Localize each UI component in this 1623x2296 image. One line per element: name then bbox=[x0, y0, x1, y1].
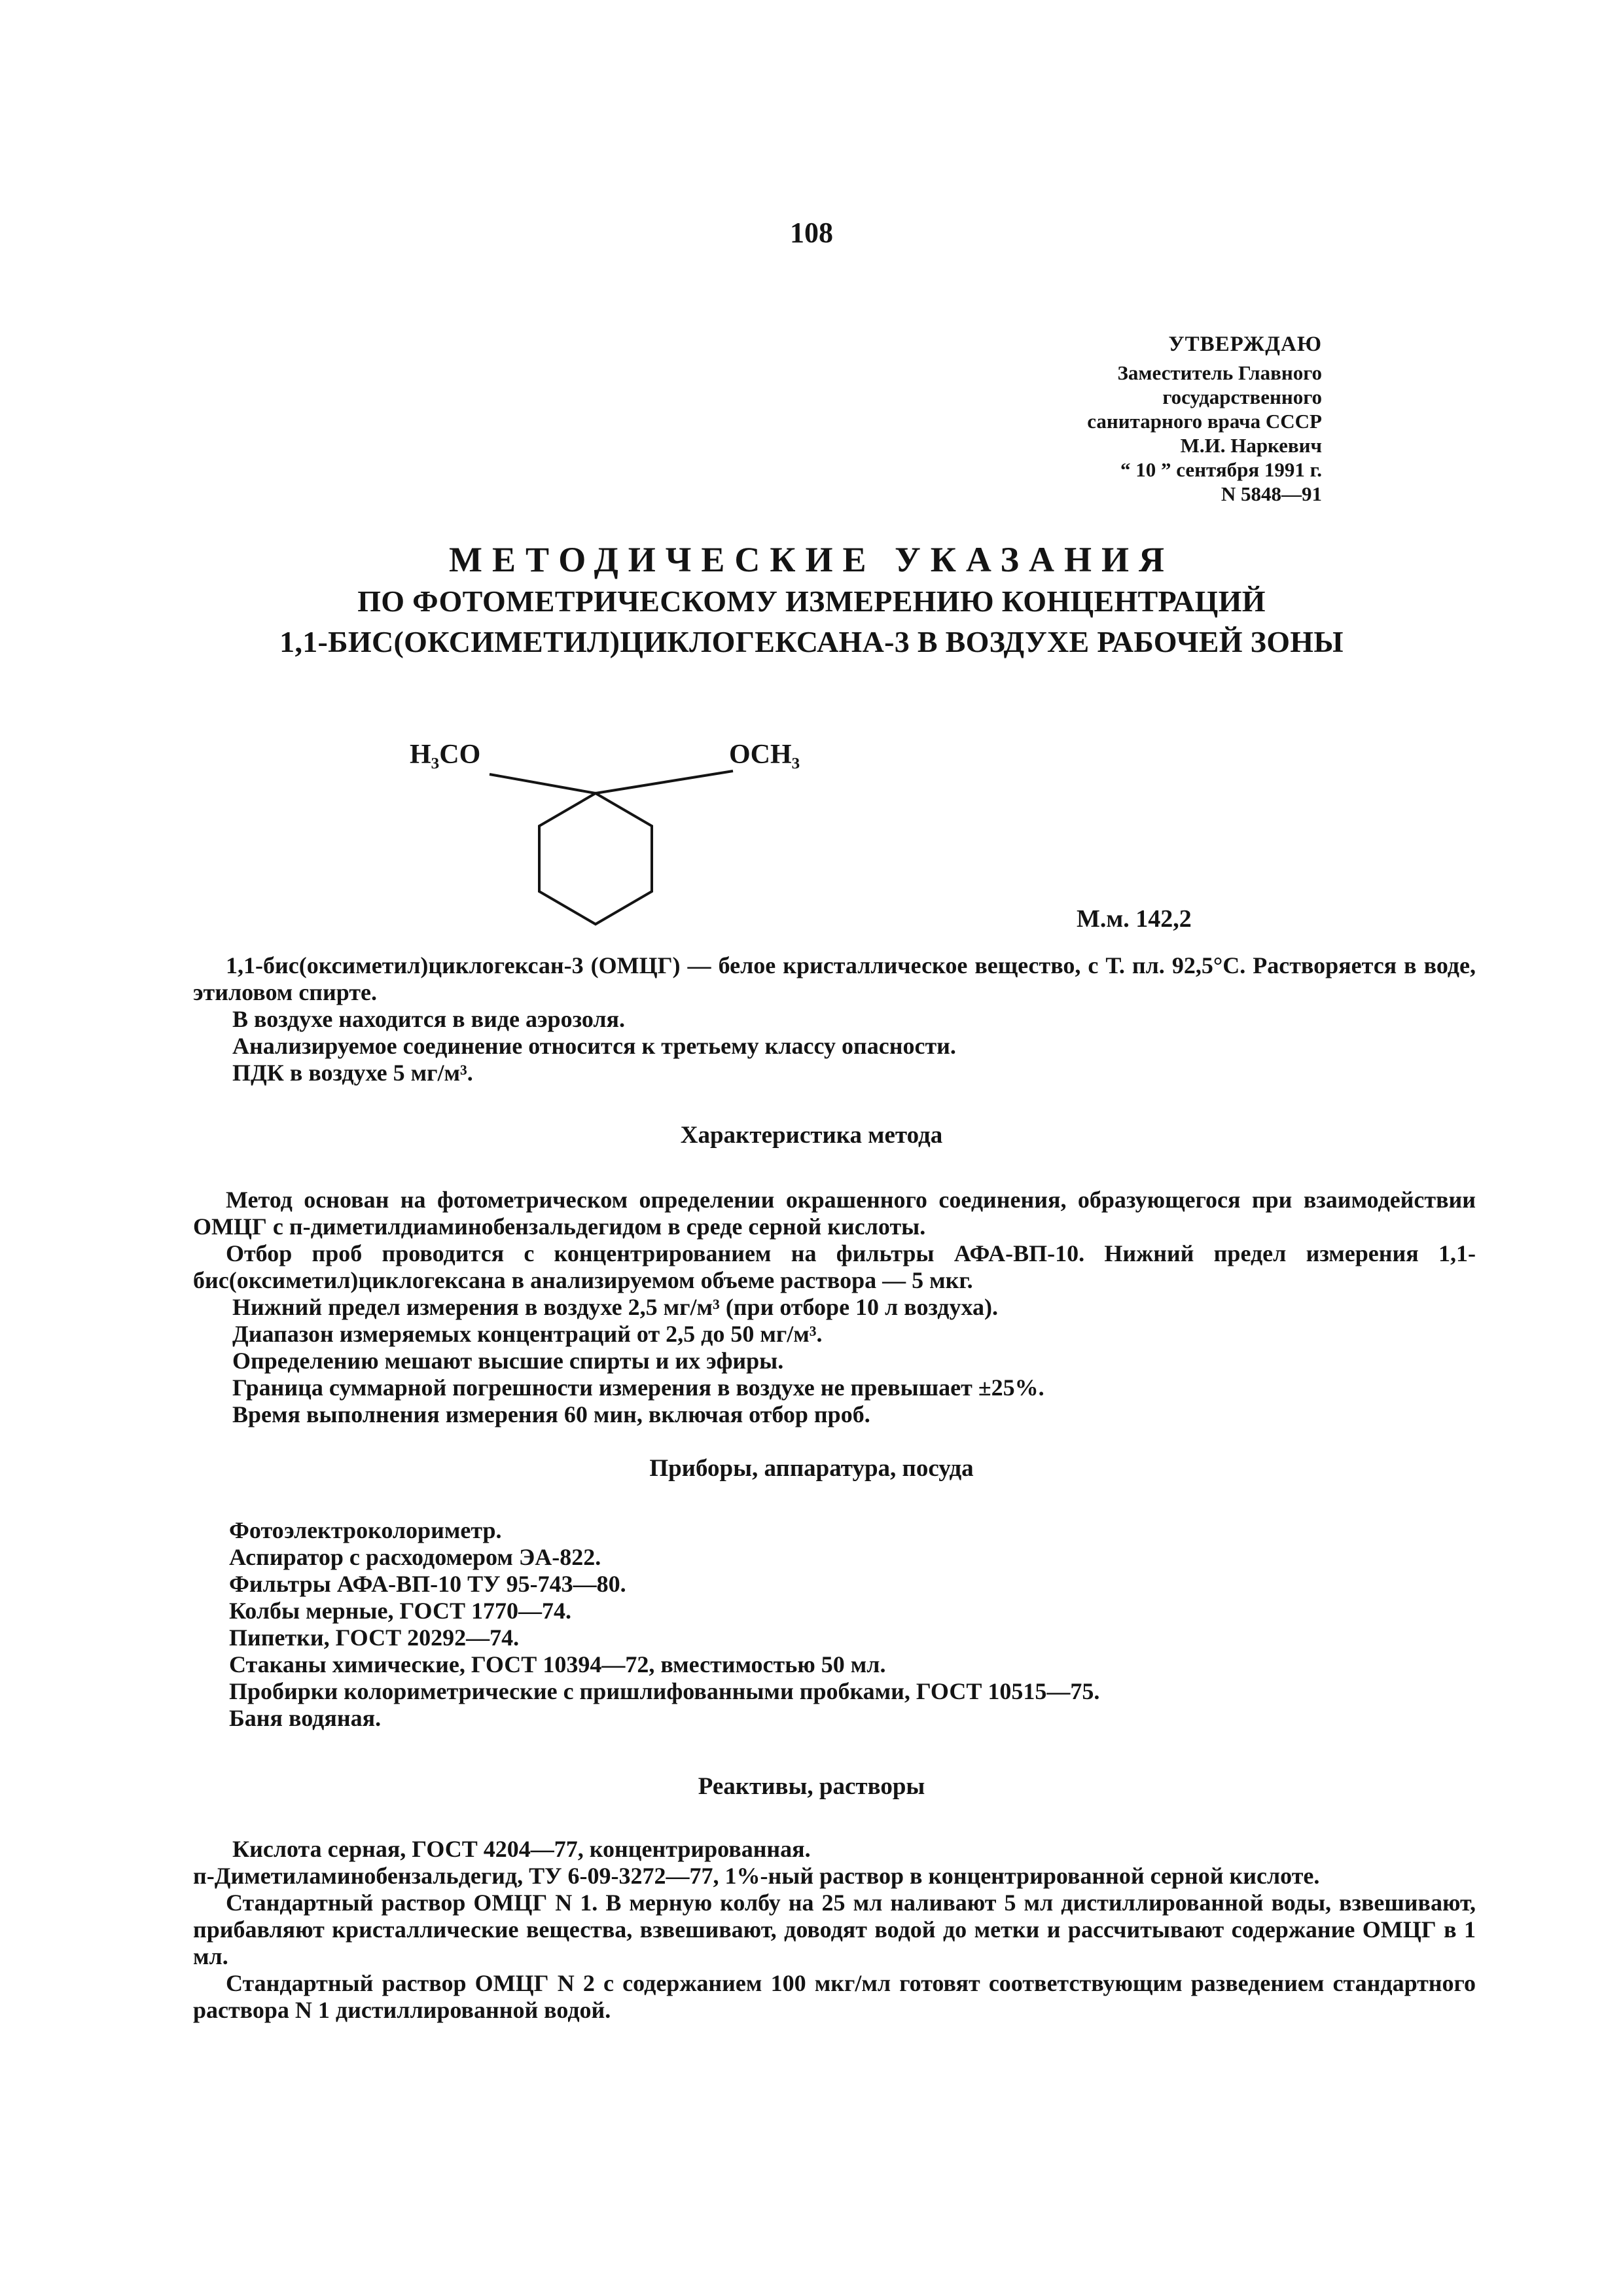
bond-right-group bbox=[596, 771, 733, 793]
reagents-paragraph: п-Диметиламинобензальдегид, ТУ 6-09-3272—77, 1%-ный раствор в концентрированной серной кислоте. bbox=[193, 1863, 1320, 1889]
list-item: Аспиратор с расходомером ЭА-822. bbox=[229, 1544, 601, 1570]
bond-left-group bbox=[490, 774, 596, 793]
list-item: Колбы мерные, ГОСТ 1770—74. bbox=[229, 1598, 571, 1624]
method-paragraph: Метод основан на фотометрическом определении окрашенного соединения, образующегося при взаимодействии ОМЦГ с п-диметилдиаминобензальдегидом в среде серной кислоты. bbox=[193, 1187, 1476, 1240]
approval-date: “ 10 ” сентября 1991 г. bbox=[1120, 458, 1322, 481]
cyclohexane-diagram bbox=[393, 725, 890, 948]
title-line-3: 1,1-БИС(ОКСИМЕТИЛ)ЦИКЛОГЕКСАНА-3 В ВОЗДУХЕ РАБОЧЕЙ ЗОНЫ bbox=[279, 625, 1344, 658]
intro-paragraph: 1,1-бис(оксиметил)циклогексан-3 (ОМЦГ) — белое кристаллическое вещество, с Т. пл. 92,5°С. Растворяется в воде, этиловом спирте. bbox=[193, 952, 1476, 1005]
reagents-paragraph: Кислота серная, ГОСТ 4204—77, концентрированная. bbox=[232, 1836, 811, 1862]
method-paragraph: Время выполнения измерения 60 мин, включая отбор проб. bbox=[232, 1401, 870, 1427]
list-item: Пипетки, ГОСТ 20292—74. bbox=[229, 1624, 520, 1651]
title-line-2: ПО ФОТОМЕТРИЧЕСКОМУ ИЗМЕРЕНИЮ КОНЦЕНТРАЦИЙ bbox=[357, 584, 1266, 618]
section-heading-equipment: Приборы, аппаратура, посуда bbox=[649, 1455, 974, 1482]
list-item: Фильтры АФА-ВП-10 ТУ 95-743—80. bbox=[229, 1571, 626, 1597]
approval-signatory: М.И. Наркевич bbox=[1180, 434, 1322, 457]
page-number: 108 bbox=[790, 217, 833, 249]
approval-number: N 5848—91 bbox=[1221, 482, 1322, 505]
list-item: Фотоэлектроколориметр. bbox=[229, 1517, 502, 1543]
approval-position-cont: санитарного врача СССР bbox=[1087, 410, 1322, 433]
cyclohexane-ring bbox=[539, 793, 652, 924]
method-section bbox=[193, 1187, 1476, 1428]
molar-mass: М.м. 142,2 bbox=[1077, 905, 1192, 933]
intro-paragraph: Анализируемое соединение относится к третьему классу опасности. bbox=[232, 1033, 956, 1059]
reagents-section bbox=[193, 1836, 1476, 2024]
group-right-label: OCH₃ bbox=[729, 740, 800, 770]
method-paragraph: Определению мешают высшие спирты и их эфиры. bbox=[232, 1348, 784, 1374]
reagents-paragraph: Стандартный раствор ОМЦГ N 1. В мерную колбу на 25 мл наливают 5 мл дистиллированной воды, взвешивают, прибавляют кристаллические вещества, взвешивают, доводят водой до метки и рассчитывают содержание ОМЦГ в 1 мл. bbox=[193, 1890, 1476, 1969]
document-title bbox=[157, 538, 1466, 662]
title-main: МЕТОДИЧЕСКИЕ УКАЗАНИЯ bbox=[448, 540, 1175, 579]
section-heading-reagents: Реактивы, растворы bbox=[698, 1773, 925, 1800]
reagents-paragraph: Стандартный раствор ОМЦГ N 2 с содержанием 100 мкг/мл готовят соответствующим разведением стандартного раствора N 1 дистиллированной водой. bbox=[193, 1970, 1476, 2023]
list-item: Баня водяная. bbox=[229, 1705, 382, 1731]
section-heading-method: Характеристика метода bbox=[680, 1122, 943, 1149]
method-paragraph: Граница суммарной погрешности измерения в воздухе не превышает ±25%. bbox=[232, 1374, 1044, 1401]
method-paragraph: Диапазон измеряемых концентраций от 2,5 до 50 мг/м³. bbox=[232, 1321, 823, 1347]
list-item: Пробирки колориметрические с пришлифованными пробками, ГОСТ 10515—75. bbox=[229, 1678, 1100, 1704]
intro-section bbox=[193, 952, 1476, 1086]
approval-title: УТВЕРЖДАЮ bbox=[1168, 332, 1322, 356]
approval-position: Заместитель Главного государственного bbox=[1117, 361, 1322, 408]
method-paragraph: Отбор проб проводится с концентрированием на фильтры АФА-ВП-10. Нижний предел измерения 1,1-бис(оксиметил)циклогексана в анализируемом объеме раствора — 5 мкг. bbox=[193, 1240, 1476, 1293]
intro-paragraph: ПДК в воздухе 5 мг/м³. bbox=[232, 1060, 473, 1086]
method-paragraph: Нижний предел измерения в воздухе 2,5 мг/м³ (при отборе 10 л воздуха). bbox=[232, 1294, 998, 1320]
intro-paragraph: В воздухе находится в виде аэрозоля. bbox=[232, 1006, 626, 1032]
approval-block bbox=[969, 332, 1322, 506]
list-item: Стаканы химические, ГОСТ 10394—72, вместимостью 50 мл. bbox=[229, 1651, 886, 1677]
equipment-list bbox=[229, 1517, 1472, 1732]
structural-formula bbox=[393, 725, 890, 948]
group-left-label: H₃CO bbox=[410, 740, 481, 770]
